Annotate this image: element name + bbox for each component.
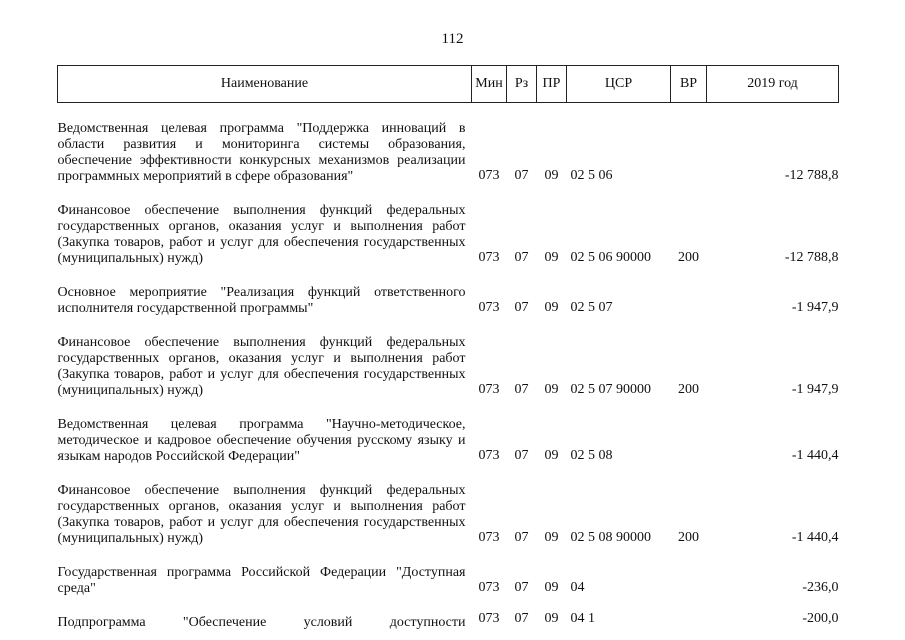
row-amount: -1 440,4: [791, 530, 839, 545]
row-name: Подпрограмма "Обеспечение условий доступности: [57, 615, 466, 630]
row-csr: 04: [570, 580, 585, 595]
table-row: [58, 561, 839, 597]
header-rz: Рз: [507, 66, 537, 103]
table-row: [58, 199, 839, 267]
row-min: 073: [478, 250, 500, 265]
row-rz: 07: [514, 580, 529, 595]
header-name: Наименование: [58, 66, 472, 103]
table-row: [58, 281, 839, 317]
row-amount: -236,0: [802, 580, 839, 595]
header-row: [58, 66, 839, 103]
row-pr: 09: [544, 611, 559, 626]
row-amount: -200,0: [802, 611, 839, 626]
row-rz: 07: [514, 448, 529, 463]
row-vr: [671, 413, 707, 465]
row-pr: 09: [544, 530, 559, 545]
row-csr: 04 1: [570, 611, 595, 626]
row-vr: [671, 281, 707, 317]
header-min: Мин: [472, 66, 507, 103]
row-name: Ведомственная целевая программа "Поддержка инноваций в области развития и мониторинга системы образования, обеспечение эффективности конкурсных механизмов реализации программных мероприятий в сфере образования": [57, 121, 466, 184]
row-name: Финансовое обеспечение выполнения функций федеральных государственных органов, оказания услуг и выполнения работ (Закупка товаров, работ и услуг для обеспечения государственных (муниципальных) нужд): [57, 335, 466, 398]
table-row: [58, 117, 839, 185]
row-pr: 09: [544, 382, 559, 397]
row-name: Государственная программа Российской Федерации "Доступная среда": [57, 565, 466, 596]
row-name: Основное мероприятие "Реализация функций ответственного исполнителя государственной программы": [57, 285, 466, 316]
row-pr: 09: [544, 250, 559, 265]
row-pr: 09: [544, 168, 559, 183]
table-row: [58, 611, 839, 631]
row-min: 073: [478, 580, 500, 595]
table-row: [58, 413, 839, 465]
row-min: 073: [478, 530, 500, 545]
row-amount: -1 947,9: [791, 382, 839, 397]
row-name: Финансовое обеспечение выполнения функций федеральных государственных органов, оказания услуг и выполнения работ (Закупка товаров, работ и услуг для обеспечения государственных (муниципальных) нужд): [57, 483, 466, 546]
row-rz: 07: [514, 300, 529, 315]
row-min: 073: [478, 300, 500, 315]
row-min: 073: [478, 382, 500, 397]
row-csr: 02 5 06: [570, 168, 613, 183]
row-csr: 02 5 06 90000: [570, 250, 651, 265]
row-amount: -12 788,8: [784, 250, 839, 265]
row-pr: 09: [544, 448, 559, 463]
row-vr: 200: [678, 382, 699, 397]
row-name: Финансовое обеспечение выполнения функций федеральных государственных органов, оказания услуг и выполнения работ (Закупка товаров, работ и услуг для обеспечения государственных (муниципальных) нужд): [57, 203, 466, 266]
budget-table: [57, 65, 839, 631]
table-row: [58, 479, 839, 547]
row-csr: 02 5 07 90000: [570, 382, 651, 397]
row-amount: -12 788,8: [784, 168, 839, 183]
row-vr: 200: [678, 250, 699, 265]
header-pr: ПР: [537, 66, 567, 103]
row-rz: 07: [514, 168, 529, 183]
row-name: Ведомственная целевая программа "Научно-методическое, методическое и кадровое обеспечение обучения русскому языку и языкам народов Российской Федерации": [57, 417, 466, 464]
row-min: 073: [478, 168, 500, 183]
row-rz: 07: [514, 530, 529, 545]
row-min: 073: [478, 448, 500, 463]
row-min: 073: [478, 611, 500, 626]
row-rz: 07: [514, 250, 529, 265]
row-rz: 07: [514, 382, 529, 397]
header-vr: ВР: [671, 66, 707, 103]
row-csr: 02 5 07: [570, 300, 613, 315]
row-csr: 02 5 08 90000: [570, 530, 651, 545]
row-amount: -1 947,9: [791, 300, 839, 315]
table-row: [58, 331, 839, 399]
row-amount: -1 440,4: [791, 448, 839, 463]
row-vr: [671, 117, 707, 185]
page-number: 112: [441, 31, 464, 47]
row-vr: [671, 611, 707, 631]
row-vr: [671, 561, 707, 597]
row-pr: 09: [544, 300, 559, 315]
row-csr: 02 5 08: [570, 448, 613, 463]
header-csr: ЦСР: [567, 66, 671, 103]
row-rz: 07: [514, 611, 529, 626]
row-vr: 200: [678, 530, 699, 545]
row-pr: 09: [544, 580, 559, 595]
header-year: 2019 год: [707, 66, 839, 103]
